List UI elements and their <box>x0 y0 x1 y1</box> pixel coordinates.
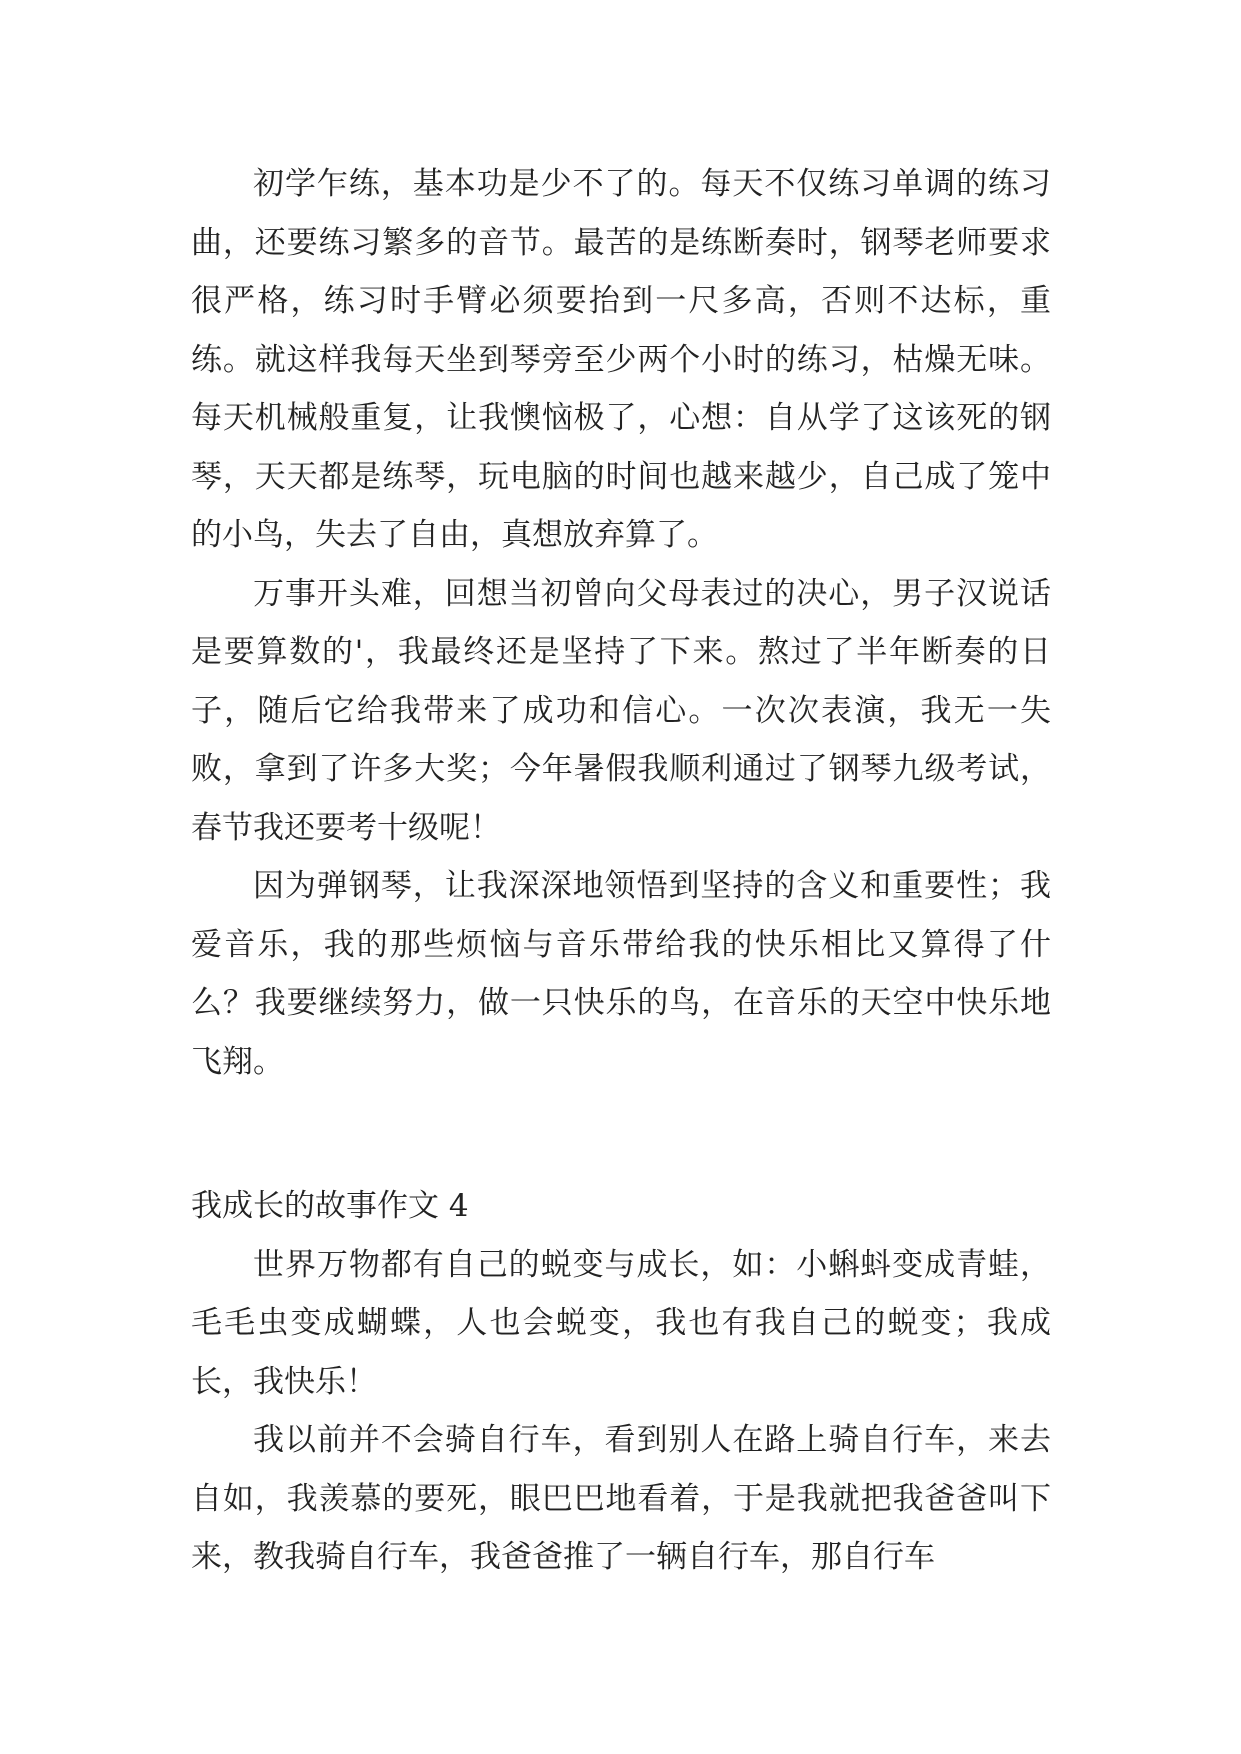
paragraph-bicycle: 我以前并不会骑自行车，看到别人在路上骑自行车，来去自如，我羡慕的要死，眼巴巴地看着，于是我就把我爸爸叫下来，教我骑自行车，我爸爸推了一辆自行车，那自行车 <box>191 1422 1051 1575</box>
paragraph-persistence: 万事开头难，回想当初曾向父母表过的决心，男子汉说话是要算数的'，我最终还是坚持了下来。熬过了半年断奏的日子，随后它给我带来了成功和信心。一次次表演，我无一失败，拿到了许多大奖；今年暑假我顺利通过了钢琴九级考试，春节我还要考十级呢！ <box>191 575 1051 846</box>
paragraph-reflection: 因为弹钢琴，让我深深地领悟到坚持的含义和重要性；我爱音乐，我的那些烦恼与音乐带给我的快乐相比又算得了什么？我要继续努力，做一只快乐的鸟，在音乐的天空中快乐地飞翔。 <box>191 868 1051 1080</box>
paragraph-transformation: 世界万物都有自己的蜕变与成长，如：小蝌蚪变成青蛙，毛毛虫变成蝴蝶，人也会蜕变，我也有我自己的蜕变；我成长，我快乐！ <box>191 1246 1051 1400</box>
document-body <box>191 155 1051 1587</box>
section-title: 我成长的故事作文 4 <box>191 1188 469 1224</box>
paragraph-practice: 初学乍练，基本功是少不了的。每天不仅练习单调的练习曲，还要练习繁多的音节。最苦的是练断奏时，钢琴老师要求很严格，练习时手臂必须要抬到一尺多高，否则不达标，重练。就这样我每天坐到琴旁至少两个小时的练习，枯燥无味。每天机械般重复，让我懊恼极了，心想：自从学了这该死的钢琴，天天都是练琴，玩电脑的时间也越来越少，自己成了笼中的小鸟，失去了自由，真想放弃算了。 <box>191 166 1051 553</box>
